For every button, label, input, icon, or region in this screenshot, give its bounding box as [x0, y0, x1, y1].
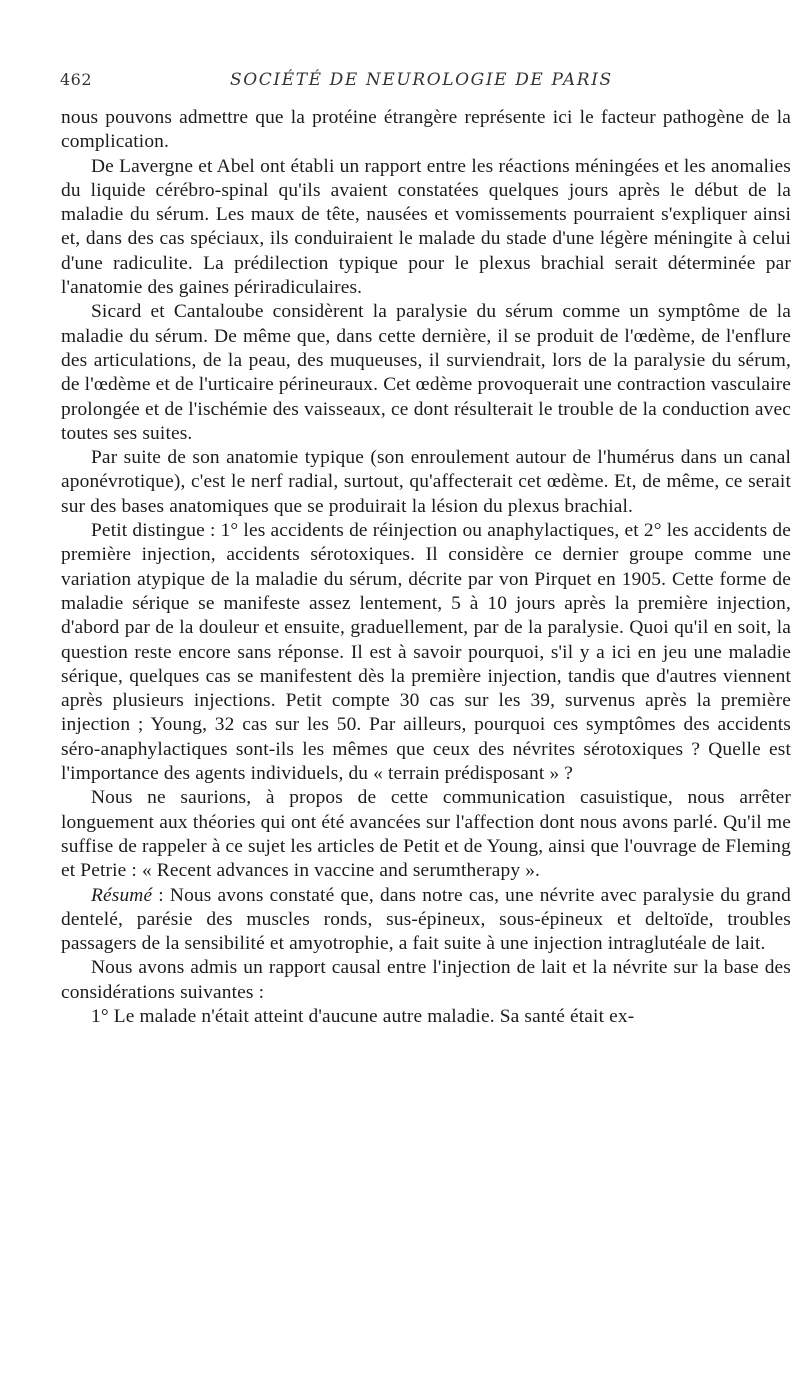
paragraph-2: De Lavergne et Abel ont établi un rapport entre les réactions méningées et les anomalies du liquide cérébro-spinal qu'ils avaient constatées quelques jours après le début de la maladie du sérum. Les maux de tête, nausées et vomissements pourraient s'expliquer ainsi et, dans des cas spéciaux, ils conduiraient le malade du stade d'une légère méningite à celui d'une radiculite. La prédilection typique pour le plexus brachial serait déterminée par l'anatomie des gaines périradiculaires.: [61, 155, 791, 299]
page-header: [60, 70, 790, 94]
paragraph-9: 1° Le malade n'était atteint d'aucune autre maladie. Sa santé était ex-: [91, 1005, 635, 1027]
paragraph-6: Nous ne saurions, à propos de cette communication casuistique, nous arrêter longuement aux théories qui ont été avancées sur l'affection dont nous avons parlé. Qu'il me suffise de rappeler à ce sujet les articles de Petit et de Young, ainsi que l'ouvrage de Fleming et Petrie : « Recent advances in vaccine and serumtherapy ».: [61, 787, 791, 882]
body-text: [61, 106, 791, 1029]
running-title: SOCIÉTÉ DE NEUROLOGIE DE PARIS: [230, 70, 613, 90]
paragraph-summary: [61, 884, 791, 957]
summary-text: : Nous avons constaté que, dans notre cas, une névrite avec paralysie du grand dentelé, parésie des muscles ronds, sus-épineux, sous-épineux et deltoïde, troubles passagers de la sensibilité et amyotrophie, a fait suite à une injection intraglutéale de lait.: [61, 884, 791, 955]
paragraph-3: Sicard et Cantaloube considèrent la paralysie du sérum comme un symptôme de la maladie du sérum. De même que, dans cette dernière, il se produit de l'œdème, de l'enflure des articulations, de la peau, des muqueuses, il surviendrait, lors de la paralysie du sérum, de l'œdème et de l'urticaire périneuraux. Cet œdème provoquerait une contraction vasculaire prolongée et de l'ischémie des vaisseaux, ce dont résulterait le trouble de la conduction avec toutes ses suites.: [61, 301, 791, 444]
summary-lead: Résumé: [91, 884, 153, 906]
paragraph-5: Petit distingue : 1° les accidents de réinjection ou anaphylactiques, et 2° les accidents de première injection, accidents sérotoxiques. Il considère ce dernier groupe comme une variation atypique de la maladie du sérum, décrite par von Pirquet en 1905. Cette forme de maladie sérique se manifeste assez lentement, 5 à 10 jours après la première injection, d'abord par de la douleur et ensuite, graduellement, par de la paralysie. Quoi qu'il en soit, la question reste encore sans réponse. Il est à savoir pourquoi, s'il y a ici en jeu une maladie sérique, quelques cas se manifestent dès la première injection, tandis que d'autres viennent après plusieurs injections. Petit compte 30 cas sur les 39, survenus après la première injection ; Young, 32 cas sur les 50. Par ailleurs, pourquoi ces symptômes des accidents séro-anaphylactiques sont-ils les mêmes que ceux des névrites sérotoxiques ? Quelle est l'importance des agents individuels, du « terrain prédisposant » ?: [61, 520, 791, 785]
paragraph-4: Par suite de son anatomie typique (son enroulement autour de l'humérus dans un canal aponévrotique), c'est le nerf radial, surtout, qu'affecterait cet œdème. Et, de même, ce serait sur des bases anatomiques que se produirait la lésion du plexus brachial.: [61, 447, 791, 517]
paragraph-8: Nous avons admis un rapport causal entre l'injection de lait et la névrite sur la base des considérations suivantes :: [61, 957, 791, 1003]
paragraph-1: nous pouvons admettre que la protéine étrangère représente ici le facteur pathogène de la complication.: [61, 107, 791, 153]
page-number: 462: [60, 70, 93, 89]
